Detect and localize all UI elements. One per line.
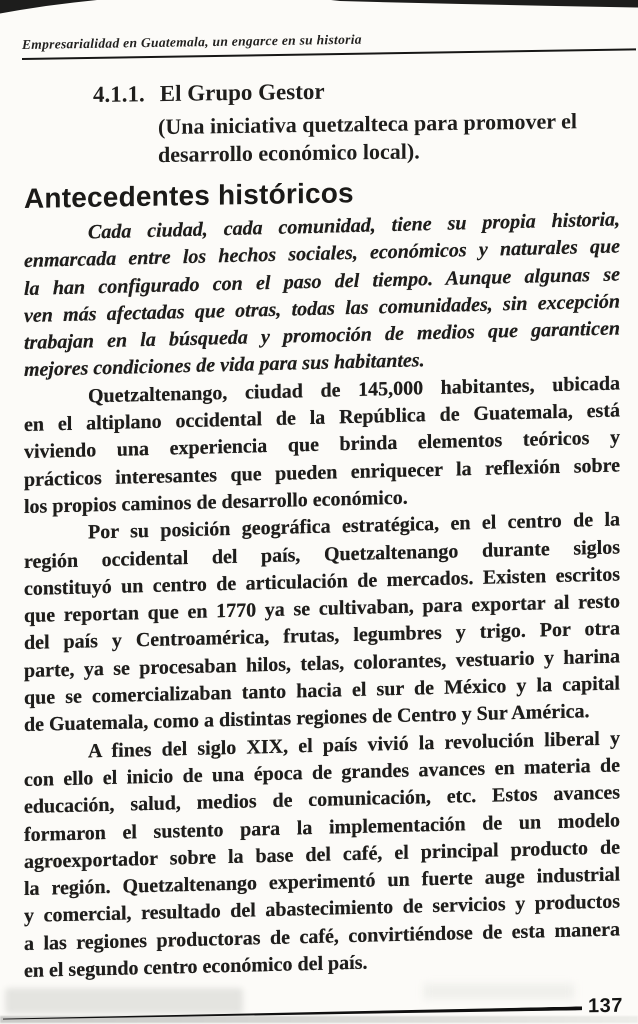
section-number: 4.1.1. — [93, 81, 145, 107]
text-line: mejores condiciones de vida para sus habitantes. — [24, 349, 425, 382]
section-heading — [93, 75, 577, 170]
text-line: en el altiplano occidental de la República de Guatemala, está — [24, 399, 620, 437]
section-subtitle — [158, 107, 577, 169]
text-line: de Guatemala, como a distintas regiones de Centro y Sur América. — [24, 700, 590, 737]
paragraph-2 — [24, 370, 620, 521]
text-line: la región. Quetzaltenango experimentó un fuerte auge industrial — [24, 863, 620, 901]
text-line: educación, salud, medios de comunicación, etc. Estos avances — [24, 781, 620, 819]
scan-shadow-bottom-left — [5, 988, 243, 1014]
section-title: El Grupo Gestor — [159, 78, 325, 107]
text-line: la han configurado con el paso del tiempo. Aunque algunas se — [24, 263, 620, 300]
text-line: que se comercializaban tanto hacia el sur de México y la capital — [24, 672, 620, 710]
text-line: en el segundo centro económico del país. — [24, 951, 368, 983]
section-subtitle-line: (Una iniciativa quetzalteca para promover el — [158, 108, 577, 140]
text-line: ven más afectadas que otras, todas las comunidades, sin excepción — [24, 290, 620, 327]
antecedentes-heading: Antecedentes históricos — [24, 177, 354, 214]
text-line: viviendo una experiencia que brinda elementos teóricos y — [24, 426, 620, 464]
scan-artifact-top-edge — [0, 0, 638, 16]
text-line: que reportan que en 1770 ya se cultivaban, para exportar al resto — [24, 590, 620, 628]
text-line: Por su posición geográfica estratégica, en el centro de la — [88, 508, 620, 544]
text-line: del país y Centroamérica, frutas, legumbres y trigo. Por otra — [24, 617, 620, 655]
page-number: 137 — [588, 994, 623, 1018]
running-header-title: Empresarialidad en Guatemala, un engarce en su historia — [22, 31, 362, 52]
text-line: los propios caminos de desarrollo económico. — [24, 486, 408, 518]
text-line: con ello el inicio de una época de grandes avances en materia de — [24, 754, 620, 791]
section-subtitle-line: desarrollo económico local). — [158, 138, 420, 168]
text-line: Cada ciudad, cada comunidad, tiene su propia historia, — [88, 208, 620, 244]
body-text — [24, 206, 620, 985]
text-line: trabajan en la búsqueda y promoción de medios que garanticen — [24, 317, 620, 355]
text-line: A fines del siglo XIX, el país vivió la revolución liberal y — [88, 727, 620, 763]
text-line: Quetzaltenango, ciudad de 145,000 habitantes, ubicada — [88, 372, 620, 408]
text-line: región occidental del país, Quetzaltenango durante siglos — [24, 535, 620, 573]
paragraph-1 — [24, 206, 620, 384]
text-line: enmarcada entre los hechos sociales, económicos y naturales que — [24, 235, 620, 273]
paragraph-3 — [24, 507, 620, 740]
text-line: parte, ya se procesaban hilos, telas, colorantes, vestuario y harina — [24, 645, 620, 682]
text-line: prácticos interesantes que pueden enriquecer la reflexión sobre — [24, 454, 620, 491]
text-line: agroexportador sobre la base del café, el principal producto de — [24, 836, 620, 873]
scan-shadow-bottom-right — [424, 984, 574, 999]
text-line: a las regiones productoras de café, convirtiéndose de esta manera — [24, 918, 620, 955]
text-line: y comercial, resultado del abastecimiento de servicios y productos — [24, 890, 620, 928]
paragraph-4 — [24, 725, 620, 985]
text-line: constituyó un centro de articulación de mercados. Existen escritos — [24, 563, 620, 600]
text-line: formaron el sustento para la implementación de un modelo — [24, 808, 620, 846]
running-header — [22, 26, 636, 60]
section-heading-line — [93, 75, 577, 108]
